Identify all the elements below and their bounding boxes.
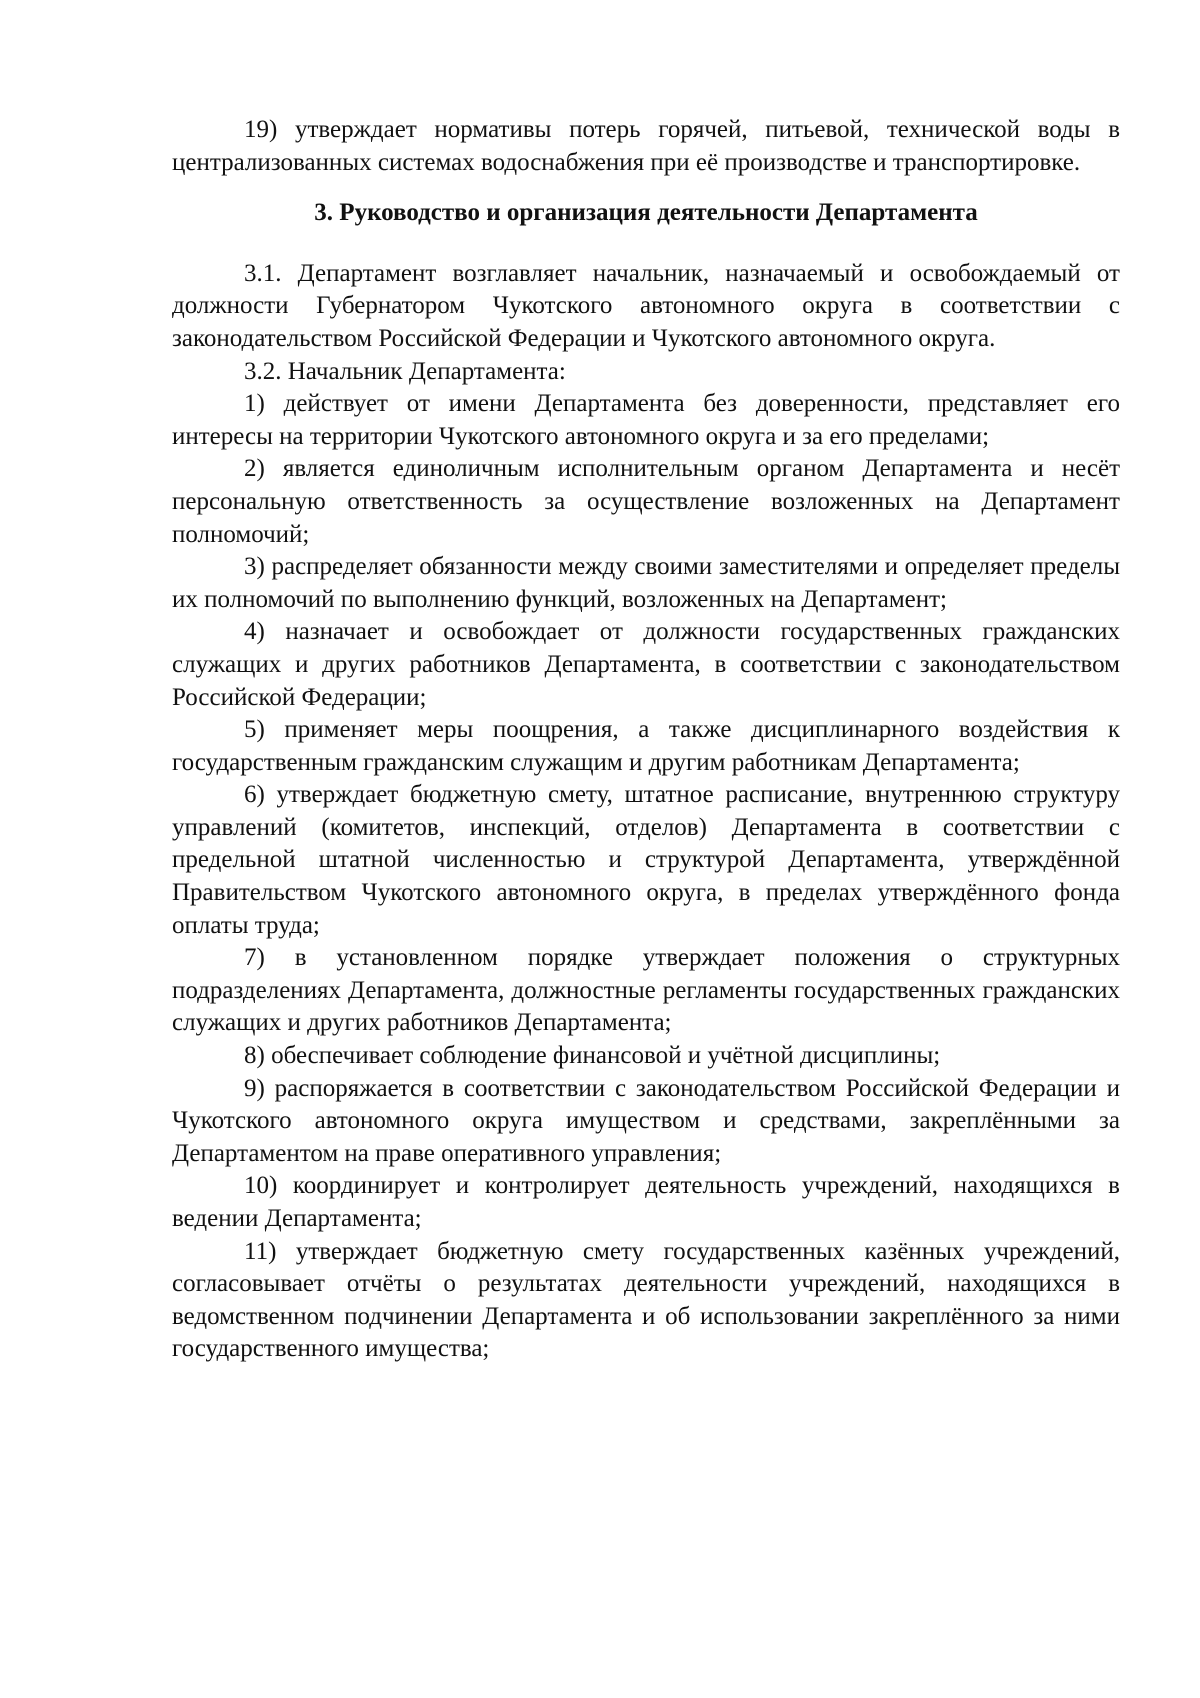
list-item-3: 3) распределяет обязанности между своими заместителями и определяет пределы их полномочий по выполнению функций, возложенных на Департамент;	[172, 553, 1120, 613]
list-item-8: 8) обеспечивает соблюдение финансовой и учётной дисциплины;	[244, 1042, 941, 1070]
list-item-10: 10) координирует и контролирует деятельность учреждений, находящихся в ведении Департамента;	[172, 1172, 1120, 1232]
list-item-4: 4) назначает и освобождает от должности государственных гражданских служащих и других работников Департамента, в соответствии с законодательством Российской Федерации;	[172, 618, 1120, 711]
list-item-1: 1) действует от имени Департамента без доверенности, представляет его интересы на территории Чукотского автономного округа и за его пределами;	[172, 390, 1120, 450]
paragraph-3-2: 3.2. Начальник Департамента:	[244, 357, 566, 385]
paragraph-item-19: 19) утверждает нормативы потерь горячей, питьевой, технической воды в централизованных системах водоснабжения при её производстве и транспортировке.	[172, 116, 1120, 176]
list-item-5: 5) применяет меры поощрения, а также дисциплинарного воздействия к государственным гражданским служащим и другим работникам Департамента;	[172, 716, 1120, 776]
paragraph-3-1: 3.1. Департамент возглавляет начальник, назначаемый и освобождаемый от должности Губернатором Чукотского автономного округа в соответствии с законодательством Российской Федерации и Чукотского автономного округа.	[172, 259, 1120, 352]
list-item-2: 2) является единоличным исполнительным органом Департамента и несёт персональную ответственность за осуществление возложенных на Департамент полномочий;	[172, 455, 1120, 548]
document-body	[172, 114, 1120, 1366]
list-item-11: 11) утверждает бюджетную смету государственных казённых учреждений, согласовывает отчёты о результатах деятельности учреждений, находящихся в ведомственном подчинении Департамента и об использовании закреплённого за ними государственного имущества;	[172, 1237, 1120, 1363]
list-item-9: 9) распоряжается в соответствии с законодательством Российской Федерации и Чукотского автономного округа имуществом и средствами, закреплёнными за Департаментом на праве оперативного управления;	[172, 1074, 1120, 1167]
list-item-7: 7) в установленном порядке утверждает положения о структурных подразделениях Департамента, должностные регламенты государственных гражданских служащих и других работников Департамента;	[172, 944, 1120, 1037]
section-heading: 3. Руководство и организация деятельности Департамента	[314, 199, 978, 227]
list-item-6: 6) утверждает бюджетную смету, штатное расписание, внутреннюю структуру управлений (комитетов, инспекций, отделов) Департамента в соответствии с предельной штатной численностью и структурой Департамента, утверждённой Правительством Чукотского автономного округа, в пределах утверждённого фонда оплаты труда;	[172, 781, 1120, 939]
